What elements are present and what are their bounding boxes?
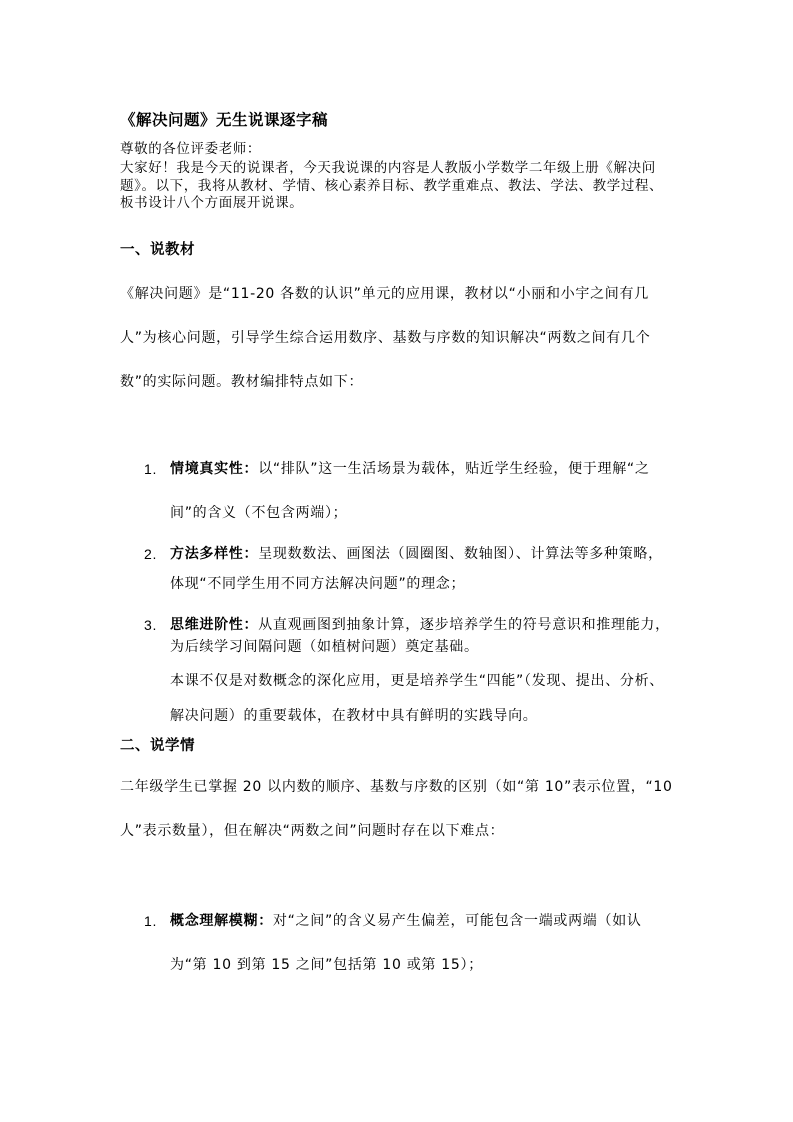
list-item — [144, 614, 676, 658]
section-heading-textbook: 一、说教材 — [120, 242, 195, 258]
list-item-text: 从直观画图到抽象计算，逐步培养学生的符号意识和推理能力，为后续学习间隔问题（如植树问题）奠定基础。 — [170, 617, 670, 655]
list-item — [144, 899, 676, 987]
students-paragraph: 二年级学生已掌握 20 以内数的顺序、基数与序数的区别（如“第 10”表示位置，“10 人”表示数量），但在解决“两数之间”问题时存在以下难点： — [120, 779, 673, 839]
list-item — [144, 539, 676, 599]
list-item-label: 情境真实性： — [170, 461, 259, 477]
list-item-text: 以“排队”这一生活场景为载体，贴近学生经验，便于理解“之间”的含义（不包含两端）； — [170, 461, 650, 521]
greeting: 尊敬的各位评委老师： — [120, 141, 261, 157]
document-title: 《解决问题》无生说课逐字稿 — [120, 111, 329, 129]
list-item-label: 思维进阶性： — [170, 617, 259, 633]
list-item-text: 对“之间”的含义易产生偏差，可能包含一端或两端（如认为“第 10 到第 15 之间”包括第 10 或第 15）； — [170, 913, 642, 973]
textbook-paragraph: 《解决问题》是“11-20 各数的认识”单元的应用课，教材以“小丽和小宇之间有几人”为核心问题，引导学生综合运用数序、基数与序数的知识解决“两数之间有几个数”的实际问题。教材编排特点如下： — [120, 286, 651, 390]
textbook-summary: 本课不仅是对数概念的深化应用，更是培养学生“四能”（发现、提出、分析、解决问题）的重要载体，在教材中具有鲜明的实践导向。 — [170, 673, 665, 724]
list-number: 2. — [144, 546, 158, 562]
list-item — [144, 447, 676, 535]
list-number: 3. — [144, 617, 158, 633]
list-item-label: 方法多样性： — [170, 546, 259, 562]
intro-paragraph: 大家好！我是今天的说课者，今天我说课的内容是人教版小学数学二年级上册《解决问题》。以下，我将从教材、学情、核心素养目标、教学重难点、教法、学法、教学过程、板书设计八个方面展开说课。 — [120, 160, 664, 211]
list-item-label: 概念理解模糊： — [170, 913, 273, 929]
list-number: 1. — [144, 461, 158, 477]
list-item-text: 呈现数数法、画图法（圆圈图、数轴图）、计算法等多种策略，体现“不同学生用不同方法解决问题”的理念； — [170, 546, 663, 592]
list-number: 1. — [144, 913, 158, 929]
section-heading-students: 二、说学情 — [120, 738, 195, 754]
